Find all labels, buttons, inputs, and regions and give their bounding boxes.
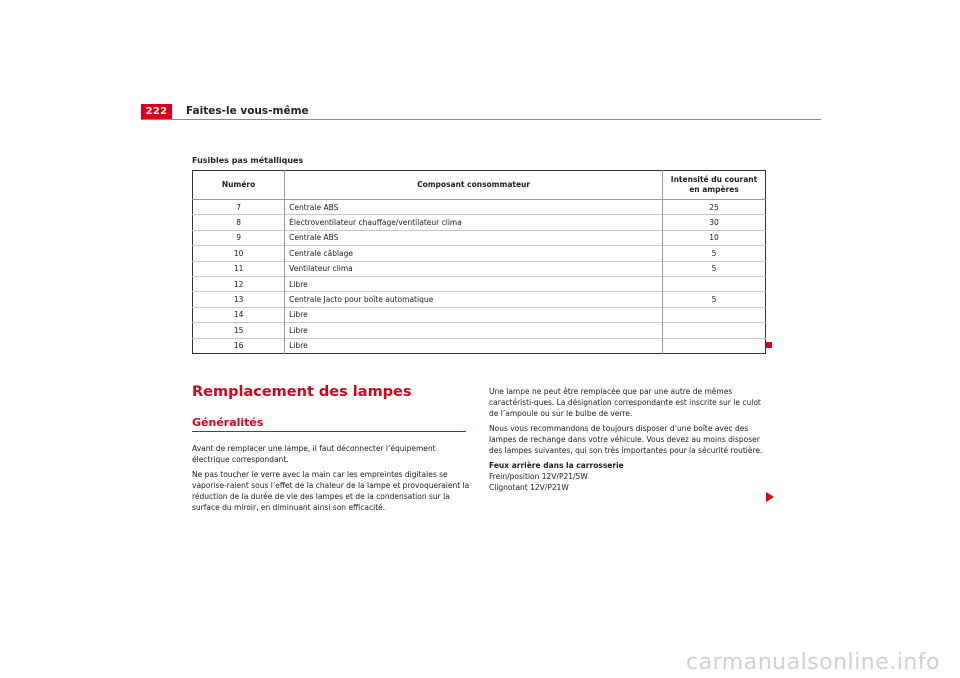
- paragraph: Nous vous recommandons de toujours disposer d’une boîte avec des lampes de rechange dans votre véhicule. Vous devez au moins disposer des lampes suivantes, qui son très importantes pour la sécurité routière.: [489, 424, 763, 455]
- table-row: [193, 338, 766, 353]
- right-column-text: [489, 386, 769, 493]
- table-row: [193, 307, 766, 322]
- fuse-component: Centrale Jacto pour boîte automatique: [285, 292, 663, 307]
- section-title: Remplacement des lampes: [192, 384, 412, 400]
- column-header-component: Composant consommateur: [285, 171, 663, 200]
- fuse-number: 8: [193, 215, 285, 230]
- fuse-component: Libre: [285, 276, 663, 291]
- fuse-number: 13: [193, 292, 285, 307]
- rear-lights-heading: Feux arrière dans la carrosserie: [489, 461, 624, 470]
- section-end-marker-icon: [766, 342, 772, 348]
- page-number: 222: [141, 104, 172, 119]
- table-row: [193, 215, 766, 230]
- table-row: [193, 200, 766, 215]
- fuse-amperage: 5: [663, 292, 766, 307]
- fuse-component: Centrale câblage: [285, 246, 663, 261]
- paragraph: Une lampe ne peut être remplacée que par une autre de mêmes caractéristi-ques. La désignation correspondante est inscrite sur le culot de l’ampoule ou sur le bulbe de verre.: [489, 387, 761, 418]
- rear-light-item: Frein/position 12V/P21/5W: [489, 472, 588, 481]
- continue-arrow-icon: [766, 492, 774, 502]
- fuse-number: 11: [193, 261, 285, 276]
- fuse-component: Électroventilateur chauffage/ventilateur clima: [285, 215, 663, 230]
- fuse-number: 12: [193, 276, 285, 291]
- table-row: [193, 276, 766, 291]
- column-header-amperage: Intensité du courant en ampères: [663, 171, 766, 200]
- subsection-title: Généralités: [192, 416, 264, 429]
- rear-light-item: Clignotant 12V/P21W: [489, 483, 569, 492]
- fuse-number: 9: [193, 230, 285, 245]
- fuse-number: 10: [193, 246, 285, 261]
- paragraph: Ne pas toucher le verre avec la main car les empreintes digitales se vaporise-raient sous l’effet de la chaleur de la lampe et provoqueraient la réduction de la durée de vie des lampes et de la condensation sur la surface du miroir, en diminuant ainsi son efficacité.: [192, 470, 470, 512]
- fuse-amperage: 30: [663, 215, 766, 230]
- fuse-amperage: 5: [663, 246, 766, 261]
- fuse-table-header-row: [193, 171, 766, 200]
- fuse-number: 15: [193, 323, 285, 338]
- fuse-component: Libre: [285, 323, 663, 338]
- table-row: [193, 230, 766, 245]
- page-header-title: Faites-le vous-même: [186, 105, 309, 117]
- fuse-amperage: 25: [663, 200, 766, 215]
- fuse-table: [192, 170, 766, 354]
- fuse-number: 14: [193, 307, 285, 322]
- fuse-component: Centrale ABS: [285, 200, 663, 215]
- fuse-amperage: [663, 276, 766, 291]
- subsection-divider: [192, 431, 466, 432]
- table-row: [193, 292, 766, 307]
- fuse-amperage: [663, 338, 766, 353]
- fuse-number: 16: [193, 338, 285, 353]
- fuse-table-caption: Fusibles pas métalliques: [192, 156, 304, 165]
- column-header-number: Numéro: [193, 171, 285, 200]
- left-column-text: [192, 443, 472, 517]
- fuse-component: Libre: [285, 338, 663, 353]
- fuse-component: Ventilateur clima: [285, 261, 663, 276]
- fuse-component: Centrale ABS: [285, 230, 663, 245]
- fuse-amperage: [663, 323, 766, 338]
- paragraph: Avant de remplacer une lampe, il faut déconnecter l’équipement électrique correspondant.: [192, 444, 436, 464]
- table-row: [193, 261, 766, 276]
- fuse-component: Libre: [285, 307, 663, 322]
- table-row: [193, 323, 766, 338]
- fuse-number: 7: [193, 200, 285, 215]
- fuse-amperage: 10: [663, 230, 766, 245]
- watermark: carmanualsonline.info: [686, 650, 940, 675]
- header-divider: [141, 119, 821, 120]
- table-row: [193, 246, 766, 261]
- fuse-amperage: 5: [663, 261, 766, 276]
- fuse-amperage: [663, 307, 766, 322]
